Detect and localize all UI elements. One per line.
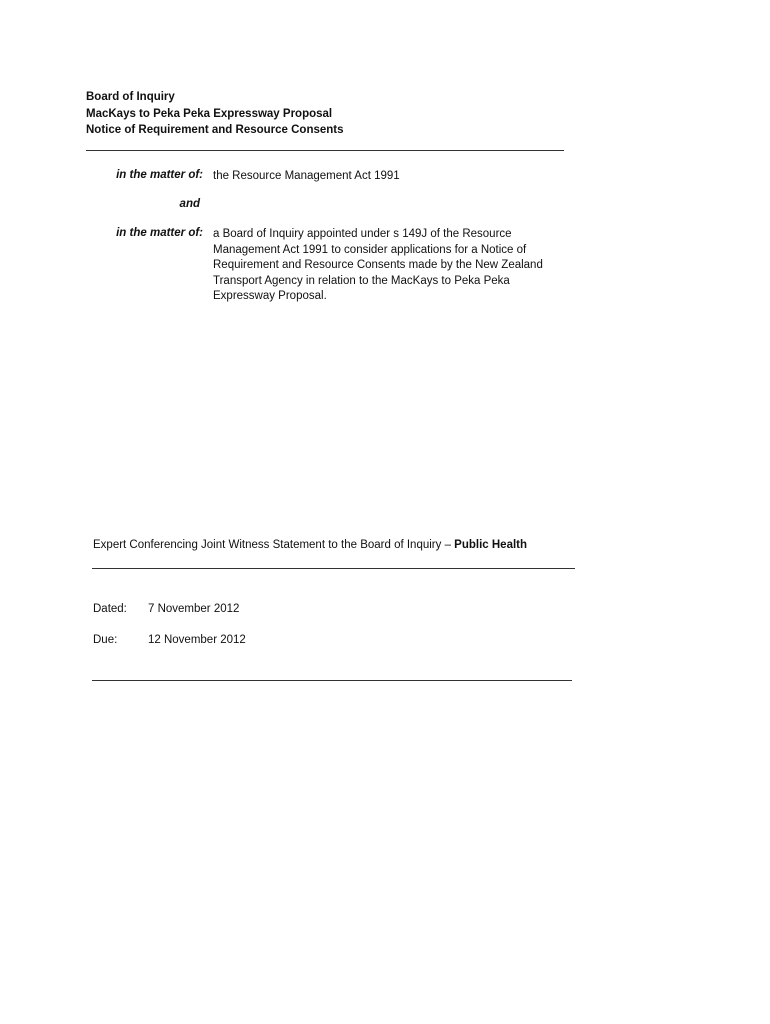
footer-divider bbox=[92, 680, 572, 681]
matter-label-2: in the matter of: bbox=[116, 227, 203, 239]
dated-row bbox=[93, 603, 239, 615]
dated-value: 7 November 2012 bbox=[148, 603, 240, 615]
due-row bbox=[93, 634, 246, 646]
header-subtitle: Notice of Requirement and Resource Consents bbox=[86, 124, 344, 136]
matter-text-1: the Resource Management Act 1991 bbox=[213, 170, 400, 182]
header-divider bbox=[86, 150, 564, 151]
dated-label: Dated: bbox=[93, 603, 127, 615]
statement-divider bbox=[92, 568, 575, 569]
matter-label-1: in the matter of: bbox=[116, 169, 203, 181]
header-proposal: MacKays to Peka Peka Expressway Proposal bbox=[86, 107, 333, 120]
matter-text-2: a Board of Inquiry appointed under s 149J of the Resource Management Act 1991 to consider applications for a Notice of Requirement and Resource Consents made by the New Zealand Transport Agency in relation to the MacKays to Peka Peka Expressway Proposal. bbox=[213, 228, 543, 303]
header-title: Board of Inquiry bbox=[86, 91, 175, 103]
statement-topic: Public Health bbox=[454, 539, 528, 551]
document-header bbox=[86, 89, 344, 139]
and-label: and bbox=[179, 198, 200, 210]
due-value: 12 November 2012 bbox=[148, 634, 246, 646]
due-label: Due: bbox=[93, 634, 118, 646]
statement-prefix: Expert Conferencing Joint Witness Statement to the Board of Inquiry – bbox=[93, 539, 451, 551]
statement-title bbox=[93, 539, 527, 551]
